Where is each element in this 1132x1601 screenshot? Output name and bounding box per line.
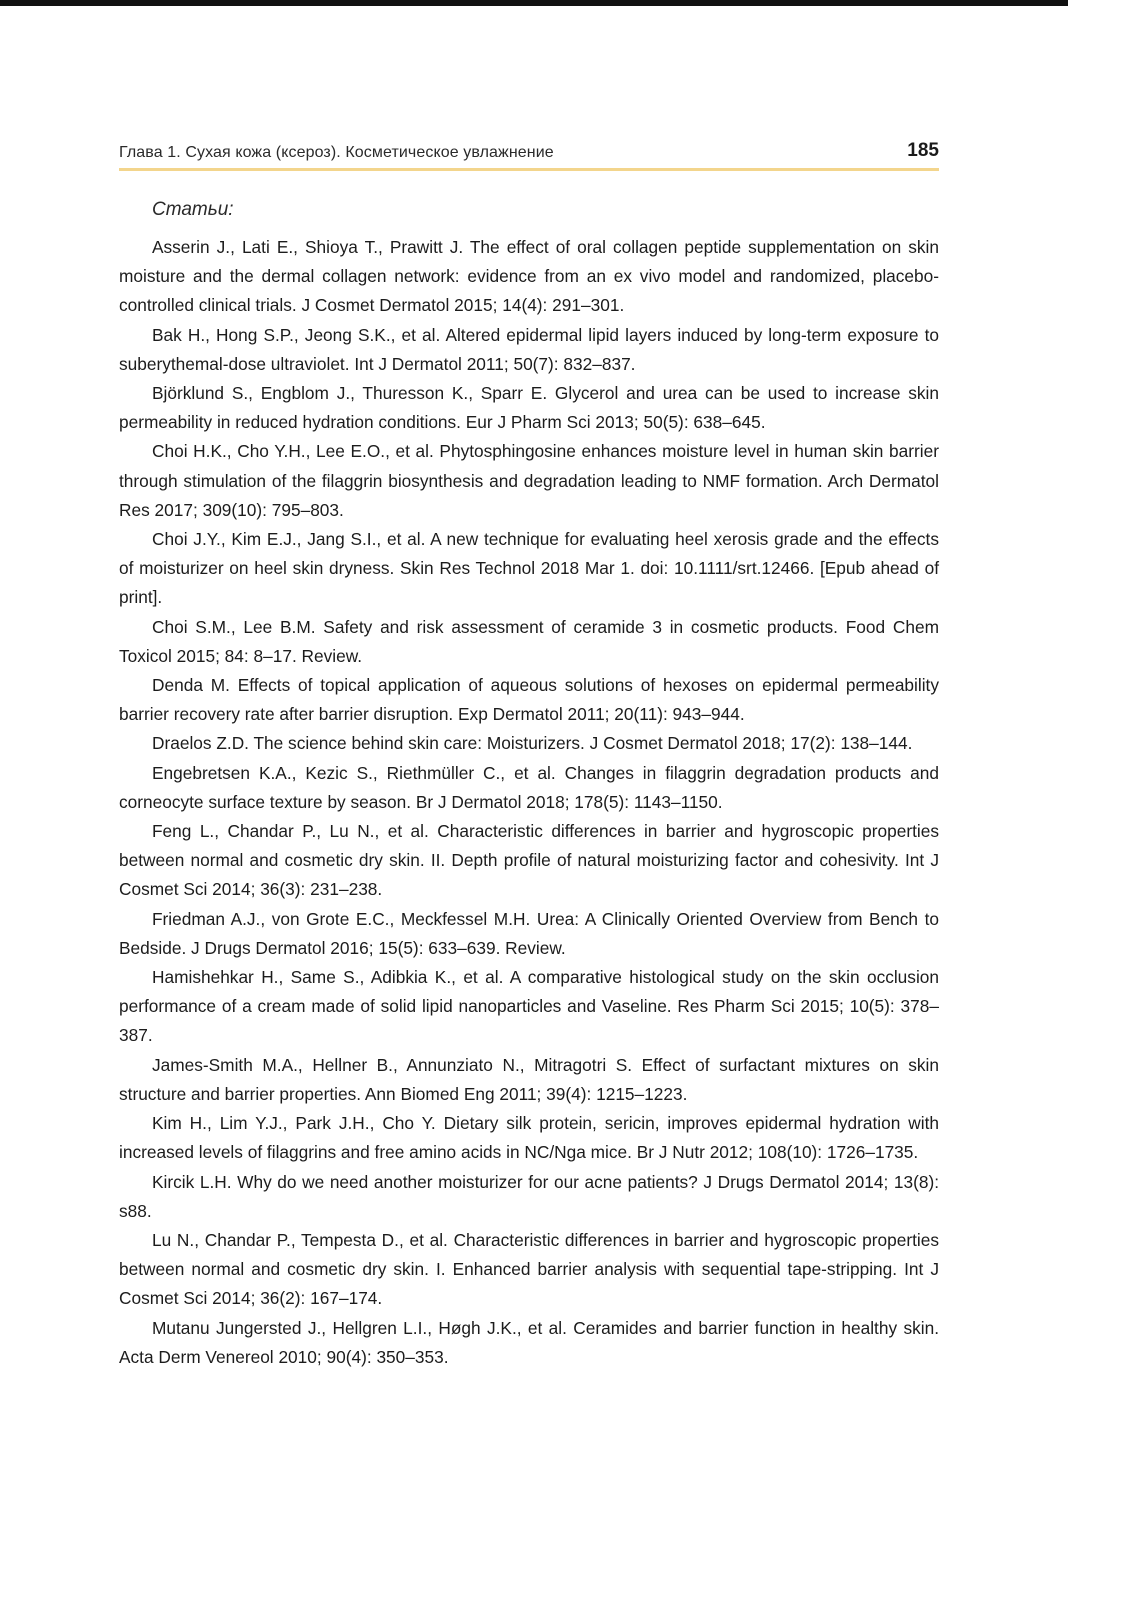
running-header xyxy=(119,132,939,162)
reference-item: Bak H., Hong S.P., Jeong S.K., et al. Altered epidermal lipid layers induced by long-term exposure to suberythemal-dose ultraviolet. Int J Dermatol 2011; 50(7): 832–837. xyxy=(119,324,939,374)
reference-item: Denda M. Effects of topical application of aqueous solutions of hexoses on epidermal permeability barrier recovery rate after barrier disruption. Exp Dermatol 2011; 20(11): 943–944. xyxy=(119,675,939,725)
section-heading: Статьи: xyxy=(152,199,234,220)
reference-item: Kircik L.H. Why do we need another moisturizer for our acne patients? J Drugs Dermatol 2014; 13(8): s88. xyxy=(119,1171,939,1221)
top-border-rule xyxy=(0,0,1068,6)
reference-item: Engebretsen K.A., Kezic S., Riethmüller C., et al. Changes in filaggrin degradation products and corneocyte surface texture by season. Br J Dermatol 2018; 178(5): 1143–1150. xyxy=(119,762,939,812)
running-title: Глава 1. Сухая кожа (ксероз). Косметическое увлажнение xyxy=(119,144,554,161)
reference-item: Feng L., Chandar P., Lu N., et al. Characteristic differences in barrier and hygroscopic properties between normal and cosmetic dry skin. II. Depth profile of natural moisturizing factor and cohesivity. Int J Cosmet Sci 2014; 36(3): 231–238. xyxy=(119,821,939,900)
reference-item: Mutanu Jungersted J., Hellgren L.I., Høgh J.K., et al. Ceramides and barrier function in healthy skin. Acta Derm Venereol 2010; 90(4): 350–353. xyxy=(119,1317,939,1367)
page-number: 185 xyxy=(907,140,939,161)
reference-item: Asserin J., Lati E., Shioya T., Prawitt J. The effect of oral collagen peptide supplementation on skin moisture and the dermal collagen network: evidence from an ex vivo model and randomized, placebo-controlled clinical trials. J Cosmet Dermatol 2015; 14(4): 291–301. xyxy=(119,237,939,316)
reference-item: Choi S.M., Lee B.M. Safety and risk assessment of ceramide 3 in cosmetic products. Food Chem Toxicol 2015; 84: 8–17. Review. xyxy=(119,616,939,666)
reference-item: Björklund S., Engblom J., Thuresson K., Sparr E. Glycerol and urea can be used to increase skin permeability in reduced hydration conditions. Eur J Pharm Sci 2013; 50(5): 638–645. xyxy=(119,383,939,433)
reference-item: Draelos Z.D. The science behind skin care: Moisturizers. J Cosmet Dermatol 2018; 17(2): 138–144. xyxy=(152,733,913,754)
reference-item: Choi J.Y., Kim E.J., Jang S.I., et al. A new technique for evaluating heel xerosis grade and the effects of moisturizer on heel skin dryness. Skin Res Technol 2018 Mar 1. doi: 10.1111/srt.12466. [Epub ahead of print]. xyxy=(119,529,939,608)
reference-item: James-Smith M.A., Hellner B., Annunziato N., Mitragotri S. Effect of surfactant mixtures on skin structure and barrier properties. Ann Biomed Eng 2011; 39(4): 1215–1223. xyxy=(119,1054,939,1104)
reference-item: Kim H., Lim Y.J., Park J.H., Cho Y. Dietary silk protein, sericin, improves epidermal hydration with increased levels of filaggrins and free amino acids in NC/Nga mice. Br J Nutr 2012; 108(10): 1726–1735. xyxy=(119,1113,939,1163)
header-divider xyxy=(119,168,939,171)
reference-list xyxy=(119,233,939,1372)
page-content xyxy=(119,132,939,1372)
reference-item: Friedman A.J., von Grote E.C., Meckfessel M.H. Urea: A Clinically Oriented Overview from Bench to Bedside. J Drugs Dermatol 2016; 15(5): 633–639. Review. xyxy=(119,908,939,958)
reference-item: Hamishehkar H., Same S., Adibkia K., et al. A comparative histological study on the skin occlusion performance of a cream made of solid lipid nanoparticles and Vaseline. Res Pharm Sci 2015; 10(5): 378–387. xyxy=(119,967,939,1046)
reference-item: Choi H.K., Cho Y.H., Lee E.O., et al. Phytosphingosine enhances moisture level in human skin barrier through stimulation of the filaggrin biosynthesis and degradation leading to NMF formation. Arch Dermatol Res 2017; 309(10): 795–803. xyxy=(119,441,939,520)
reference-item: Lu N., Chandar P., Tempesta D., et al. Characteristic differences in barrier and hygroscopic properties between normal and cosmetic dry skin. I. Enhanced barrier analysis with sequential tape-stripping. Int J Cosmet Sci 2014; 36(2): 167–174. xyxy=(119,1229,939,1309)
